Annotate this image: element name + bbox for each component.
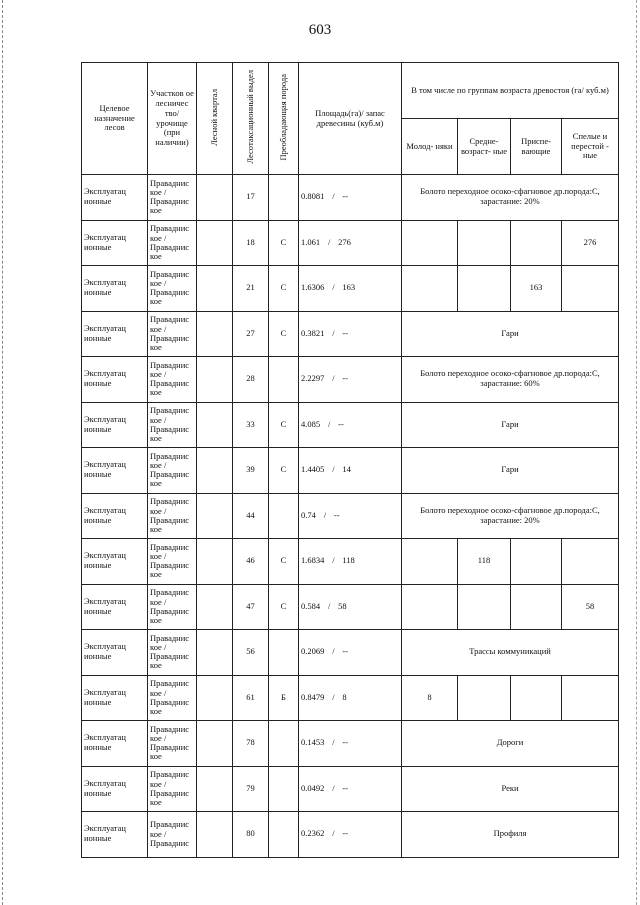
area-stock-cell [299, 448, 402, 494]
allotment-cell: 39 [233, 448, 269, 494]
purpose-cell: Эксплуатац ионные [82, 311, 148, 357]
species-cell: Б [269, 675, 299, 721]
header-area: Площадь(га)/ запас древесины (куб.м) [299, 63, 402, 175]
header-species-cell [269, 63, 299, 175]
table-row [82, 311, 619, 357]
area-stock-cell [299, 675, 402, 721]
tract-cell: Праваднис кое / Праваднис кое [148, 584, 197, 630]
middle-cell: 118 [458, 539, 511, 585]
mature-cell: 276 [562, 220, 619, 266]
tract-cell: Праваднис кое / Праваднис кое [148, 402, 197, 448]
area-stock-separator: / [332, 691, 335, 702]
allotment-cell: 18 [233, 220, 269, 266]
middle-cell [458, 584, 511, 630]
area-value: 0.1453 [301, 737, 325, 748]
purpose-cell: Эксплуатац ионные [82, 493, 148, 539]
tract-cell: Праваднис кое / Праваднис кое [148, 357, 197, 403]
stock-value: -- [342, 327, 349, 338]
stock-value: -- [342, 191, 349, 202]
species-cell [269, 721, 299, 767]
purpose-cell: Эксплуатац ионные [82, 812, 148, 858]
species-cell [269, 766, 299, 812]
area-value: 1.061 [301, 236, 321, 247]
stock-value: 14 [342, 464, 351, 475]
table-row [82, 448, 619, 494]
purpose-cell: Эксплуатац ионные [82, 357, 148, 403]
tract-cell: Праваднис кое / Праваднис кое [148, 539, 197, 585]
purpose-cell: Эксплуатац ионные [82, 584, 148, 630]
area-value: 0.0492 [301, 782, 325, 793]
area-value: 1.6834 [301, 555, 325, 566]
header-middle: Средне- возраст- ные [458, 119, 511, 175]
header-quarter-cell [197, 63, 233, 175]
species-cell: С [269, 448, 299, 494]
area-stock-cell [299, 266, 402, 312]
forest-allotment-table [81, 62, 619, 858]
quarter-cell [197, 584, 233, 630]
area-stock-cell [299, 539, 402, 585]
stock-value: 276 [338, 236, 351, 247]
table-row [82, 357, 619, 403]
header-purpose: Целевое назначение лесов [82, 63, 148, 175]
tract-cell: Праваднис кое / Праваднис кое [148, 220, 197, 266]
stock-value: -- [342, 828, 349, 839]
stock-value: -- [338, 418, 344, 429]
mature-cell [562, 266, 619, 312]
young-cell [402, 539, 458, 585]
header-mature: Спелые и перестой - ные [562, 119, 619, 175]
young-cell: 8 [402, 675, 458, 721]
area-stock-separator: / [327, 600, 331, 611]
area-stock-cell [299, 812, 402, 858]
area-stock-cell [299, 584, 402, 630]
area-stock-separator: / [332, 327, 335, 338]
mature-cell: 58 [562, 584, 619, 630]
purpose-cell: Эксплуатац ионные [82, 675, 148, 721]
quarter-cell [197, 357, 233, 403]
category-note-cell: Трассы коммуникаций [402, 630, 619, 676]
allotment-cell: 56 [233, 630, 269, 676]
middle-cell [458, 220, 511, 266]
header-young: Молод- няки [402, 119, 458, 175]
area-stock-cell [299, 721, 402, 767]
middle-cell [458, 266, 511, 312]
category-note-cell: Болото переходное осоко-сфагновое др.порода:С, зарастание: 60% [402, 357, 619, 403]
area-stock-separator: / [332, 464, 335, 475]
page-number: 603 [308, 22, 332, 38]
allotment-cell: 28 [233, 357, 269, 403]
quarter-cell [197, 266, 233, 312]
allotment-cell: 79 [233, 766, 269, 812]
area-stock-separator: / [332, 782, 335, 793]
quarter-cell [197, 448, 233, 494]
young-cell [402, 220, 458, 266]
area-stock-separator: / [332, 373, 335, 384]
tract-cell: Праваднис кое / Праваднис кое [148, 175, 197, 221]
table-header [82, 63, 619, 175]
area-stock-cell [299, 493, 402, 539]
young-cell [402, 584, 458, 630]
table-row [82, 721, 619, 767]
maturing-cell: 163 [511, 266, 562, 312]
species-cell: С [269, 311, 299, 357]
purpose-cell: Эксплуатац ионные [82, 175, 148, 221]
area-stock-cell [299, 220, 402, 266]
area-stock-cell [299, 630, 402, 676]
area-value: 1.4405 [301, 464, 325, 475]
area-stock-separator: / [332, 555, 335, 566]
area-value: 0.8081 [301, 191, 325, 202]
area-stock-separator: / [332, 646, 335, 657]
header-age-groups: В том числе по группам возраста древостоя (га/ куб.м) [402, 63, 619, 119]
area-value: 0.584 [301, 600, 321, 611]
category-note-cell: Гари [402, 311, 619, 357]
purpose-cell: Эксплуатац ионные [82, 220, 148, 266]
category-note-cell: Гари [402, 402, 619, 448]
quarter-cell [197, 630, 233, 676]
tract-cell: Праваднис кое / Праваднис кое [148, 493, 197, 539]
header-tract: Участков ое лесничес тво/ урочище (при наличии) [148, 63, 197, 175]
maturing-cell [511, 584, 562, 630]
area-stock-cell [299, 402, 402, 448]
species-cell: С [269, 266, 299, 312]
stock-value: 118 [342, 555, 355, 566]
purpose-cell: Эксплуатац ионные [82, 266, 148, 312]
allotment-cell: 61 [233, 675, 269, 721]
area-stock-separator: / [327, 236, 331, 247]
table-body [82, 175, 619, 858]
tract-cell: Праваднис кое / Праваднис кое [148, 311, 197, 357]
area-stock-separator: / [332, 282, 335, 293]
purpose-cell: Эксплуатац ионные [82, 630, 148, 676]
table-row [82, 584, 619, 630]
category-note-cell: Болото переходное осоко-сфагновое др.порода:С, зарастание: 20% [402, 175, 619, 221]
quarter-cell [197, 675, 233, 721]
area-stock-separator: / [332, 737, 335, 748]
species-cell: С [269, 539, 299, 585]
purpose-cell: Эксплуатац ионные [82, 402, 148, 448]
area-stock-separator: / [323, 509, 327, 520]
species-cell [269, 812, 299, 858]
tract-cell: Праваднис кое / Праваднис кое [148, 266, 197, 312]
allotment-cell: 80 [233, 812, 269, 858]
category-note-cell: Болото переходное осоко-сфагновое др.порода:С, зарастание: 20% [402, 493, 619, 539]
species-cell [269, 493, 299, 539]
quarter-cell [197, 721, 233, 767]
purpose-cell: Эксплуатац ионные [82, 766, 148, 812]
quarter-cell [197, 493, 233, 539]
mature-cell [562, 675, 619, 721]
table-row [82, 220, 619, 266]
allotment-cell: 17 [233, 175, 269, 221]
area-stock-separator: / [327, 418, 331, 429]
table-row [82, 402, 619, 448]
species-cell [269, 175, 299, 221]
table-row [82, 175, 619, 221]
area-value: 0.3821 [301, 327, 325, 338]
scan-edge-left [2, 0, 6, 905]
allotment-cell: 47 [233, 584, 269, 630]
area-stock-cell [299, 311, 402, 357]
area-value: 0.2069 [301, 646, 325, 657]
allotment-cell: 44 [233, 493, 269, 539]
purpose-cell: Эксплуатац ионные [82, 539, 148, 585]
tract-cell: Праваднис кое / Праваднис [148, 812, 197, 858]
quarter-cell [197, 175, 233, 221]
area-value: 2.2297 [301, 373, 325, 384]
young-cell [402, 266, 458, 312]
area-stock-cell [299, 766, 402, 812]
quarter-cell [197, 311, 233, 357]
maturing-cell [511, 539, 562, 585]
area-value: 4.085 [301, 418, 321, 429]
category-note-cell: Профиля [402, 812, 619, 858]
stock-value: -- [342, 646, 349, 657]
area-stock-cell [299, 357, 402, 403]
category-note-cell: Дороги [402, 721, 619, 767]
area-stock-separator: / [332, 828, 335, 839]
area-value: 0.74 [301, 509, 316, 520]
allotment-cell: 46 [233, 539, 269, 585]
purpose-cell: Эксплуатац ионные [82, 721, 148, 767]
scan-edge-right [633, 0, 637, 905]
maturing-cell [511, 675, 562, 721]
stock-value: -- [342, 737, 349, 748]
allotment-cell: 78 [233, 721, 269, 767]
mature-cell [562, 539, 619, 585]
tract-cell: Праваднис кое / Праваднис кое [148, 766, 197, 812]
table-row [82, 812, 619, 858]
species-cell [269, 630, 299, 676]
header-allotment: Лесотаксационный выдел [244, 70, 255, 164]
purpose-cell: Эксплуатац ионные [82, 448, 148, 494]
allotment-cell: 27 [233, 311, 269, 357]
category-note-cell: Реки [402, 766, 619, 812]
middle-cell [458, 675, 511, 721]
species-cell: С [269, 402, 299, 448]
quarter-cell [197, 539, 233, 585]
table-row [82, 539, 619, 585]
maturing-cell [511, 220, 562, 266]
stock-value: 8 [342, 691, 347, 702]
table-row [82, 266, 619, 312]
quarter-cell [197, 402, 233, 448]
tract-cell: Праваднис кое / Праваднис кое [148, 630, 197, 676]
area-stock-separator: / [332, 191, 335, 202]
table-row [82, 630, 619, 676]
species-cell: С [269, 584, 299, 630]
tract-cell: Праваднис кое / Праваднис кое [148, 675, 197, 721]
stock-value: -- [342, 373, 349, 384]
stock-value: 163 [342, 282, 356, 293]
area-value: 0.8479 [301, 691, 325, 702]
allotment-cell: 21 [233, 266, 269, 312]
table-row [82, 675, 619, 721]
allotment-cell: 33 [233, 402, 269, 448]
species-cell: С [269, 220, 299, 266]
table-row [82, 493, 619, 539]
quarter-cell [197, 766, 233, 812]
stock-value: 58 [338, 600, 347, 611]
stock-value: -- [342, 782, 349, 793]
quarter-cell [197, 220, 233, 266]
table-row [82, 766, 619, 812]
area-value: 0.2362 [301, 828, 325, 839]
area-stock-cell [299, 175, 402, 221]
tract-cell: Праваднис кое / Праваднис кое [148, 448, 197, 494]
tract-cell: Праваднис кое / Праваднис кое [148, 721, 197, 767]
header-species: Преобладающая порода [277, 73, 288, 161]
stock-value: -- [333, 509, 340, 520]
area-value: 1.6306 [301, 282, 325, 293]
species-cell [269, 357, 299, 403]
header-maturing: Приспе- вающие [511, 119, 562, 175]
category-note-cell: Гари [402, 448, 619, 494]
quarter-cell [197, 812, 233, 858]
header-allotment-cell [233, 63, 269, 175]
header-quarter: Лесной квартал [208, 88, 219, 146]
